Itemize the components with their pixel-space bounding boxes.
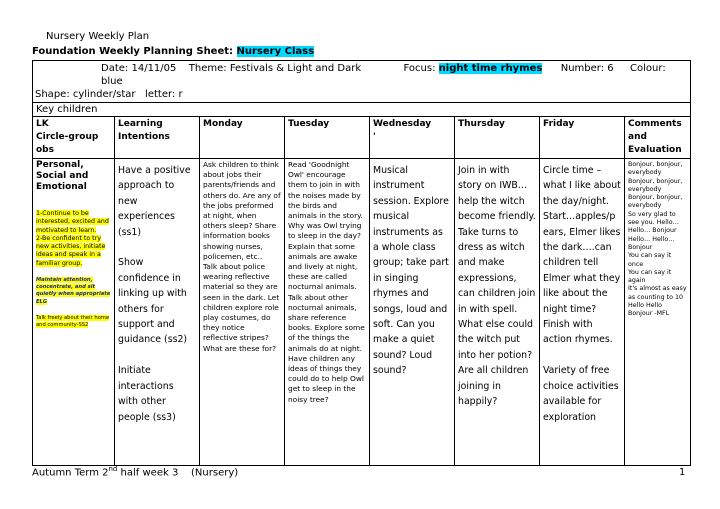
key-children-label: Key children: [33, 103, 691, 117]
colour-label: Colour:: [630, 63, 666, 74]
wednesday-cell: Musical instrument session. Explore musical instruments as a whole class group; take part in singing rhymes and songs, loud and soft. Can you make a quiet sound? Loud sound?: [370, 159, 455, 466]
sheet-title-line: [32, 46, 314, 57]
shape-letter-line: Shape: cylinder/star letter: r: [35, 89, 183, 100]
header-thursday: Thursday: [455, 117, 540, 159]
header-learning-intentions: Learning Intentions: [115, 117, 200, 159]
footer-term: [32, 465, 238, 478]
header-row: [33, 117, 691, 159]
number-label: Number:: [560, 63, 605, 74]
thursday-cell: Join in with story on IWB… help the witch become friendly. Take turns to dress as witch and make expressions, can children join in with spell. What else could the witch put into her potion? Are all children joining in happily?: [455, 159, 540, 466]
note-talk-freely: Talk freely about their home and community-SS2: [36, 314, 110, 329]
date-value: 14/11/05: [131, 63, 177, 74]
sheet-class: Nursery Class: [236, 46, 315, 57]
footer-term-text: Autumn Term 2: [32, 467, 109, 479]
note-be-confident: 2-Be confident to try new activities, initiate ideas and speak in a familiar group.: [36, 234, 106, 267]
monday-cell: Ask children to think about jobs their parents/friends and others do. Are any of the jobs preformed at night, when others sleep? Share information books showing nurses, policemen, etc.. Talk about police wearing reflective material so they are seen in the dark. Let children explore role play costumes, do they notice reflective stripes? What are these for?: [200, 159, 285, 466]
area-title: Personal, Social and Emotional: [36, 160, 89, 192]
theme-value: Festivals & Light and Dark: [229, 63, 362, 74]
learning-intentions-cell: Have a positive approach to new experiences (ss1) Show confidence in linking up with others for support and guidance (ss2) Initiate interactions with other people (ss3): [115, 159, 200, 466]
header-comments: Comments and Evaluation: [625, 117, 691, 159]
page-number: 1: [679, 467, 686, 478]
focus-label: Focus:: [403, 63, 436, 74]
document-title: Nursery Weekly Plan: [46, 31, 150, 42]
number-value: 6: [607, 63, 614, 74]
friday-cell: Circle time – what I like about the day/night. Start…apples/p ears, Elmer likes the dark….can children tell Elmer what they like about the night time? Finish with action rhymes. Variety of free choice activities available for exploration: [540, 159, 625, 466]
comments-cell: Bonjour, bonjour, everybody Bonjour, bonjour, everybody Bonjour, bonjour, everybody So very glad to see you. Hello… Hello… Bonjour Hello… Hello… Bonjour You can say it once You can say it again It's almost as easy as counting to 10 Hello Hello Bonjour -MFL: [625, 159, 691, 466]
pse-row: [33, 159, 691, 466]
key-children-row: [33, 103, 691, 117]
header-wednesday: Wednesday ': [370, 117, 455, 159]
focus-value: night time rhymes: [438, 63, 543, 74]
header-tuesday: Tuesday: [285, 117, 370, 159]
theme-label: Theme:: [188, 63, 227, 74]
footer-term-sup: nd: [108, 465, 118, 473]
meta-row: [33, 61, 691, 103]
date-label: Date:: [101, 63, 129, 74]
header-friday: Friday: [540, 117, 625, 159]
area-cell: [33, 159, 115, 466]
sheet-title: Foundation Weekly Planning Sheet:: [32, 46, 234, 57]
note-maintain-attention: Maintain attention, concentrate, and sit quietly when appropriate ELG: [36, 277, 111, 305]
colour-value: blue: [101, 76, 123, 87]
header-monday: Monday: [200, 117, 285, 159]
note-continue-interested: 1-Continue to be interested, excited and motivated to learn.: [36, 210, 109, 234]
tuesday-cell: Read 'Goodnight Owl' encourage them to join in with the noises made by the birds and animals in the story. Why was Owl trying to sleep in the day? Explain that some animals are awake and lively at night, these are called nocturnal animals. Talk about other nocturnal animals, share reference books. Explore some of the things the animals do at night. Have children any ideas of things they could do to help Owl get to sleep in the noisy tree?: [285, 159, 370, 466]
planning-table: [32, 60, 691, 466]
header-lk: LK Circle-group obs: [33, 117, 115, 159]
footer-week-text: half week 3 (Nursery): [117, 467, 239, 479]
